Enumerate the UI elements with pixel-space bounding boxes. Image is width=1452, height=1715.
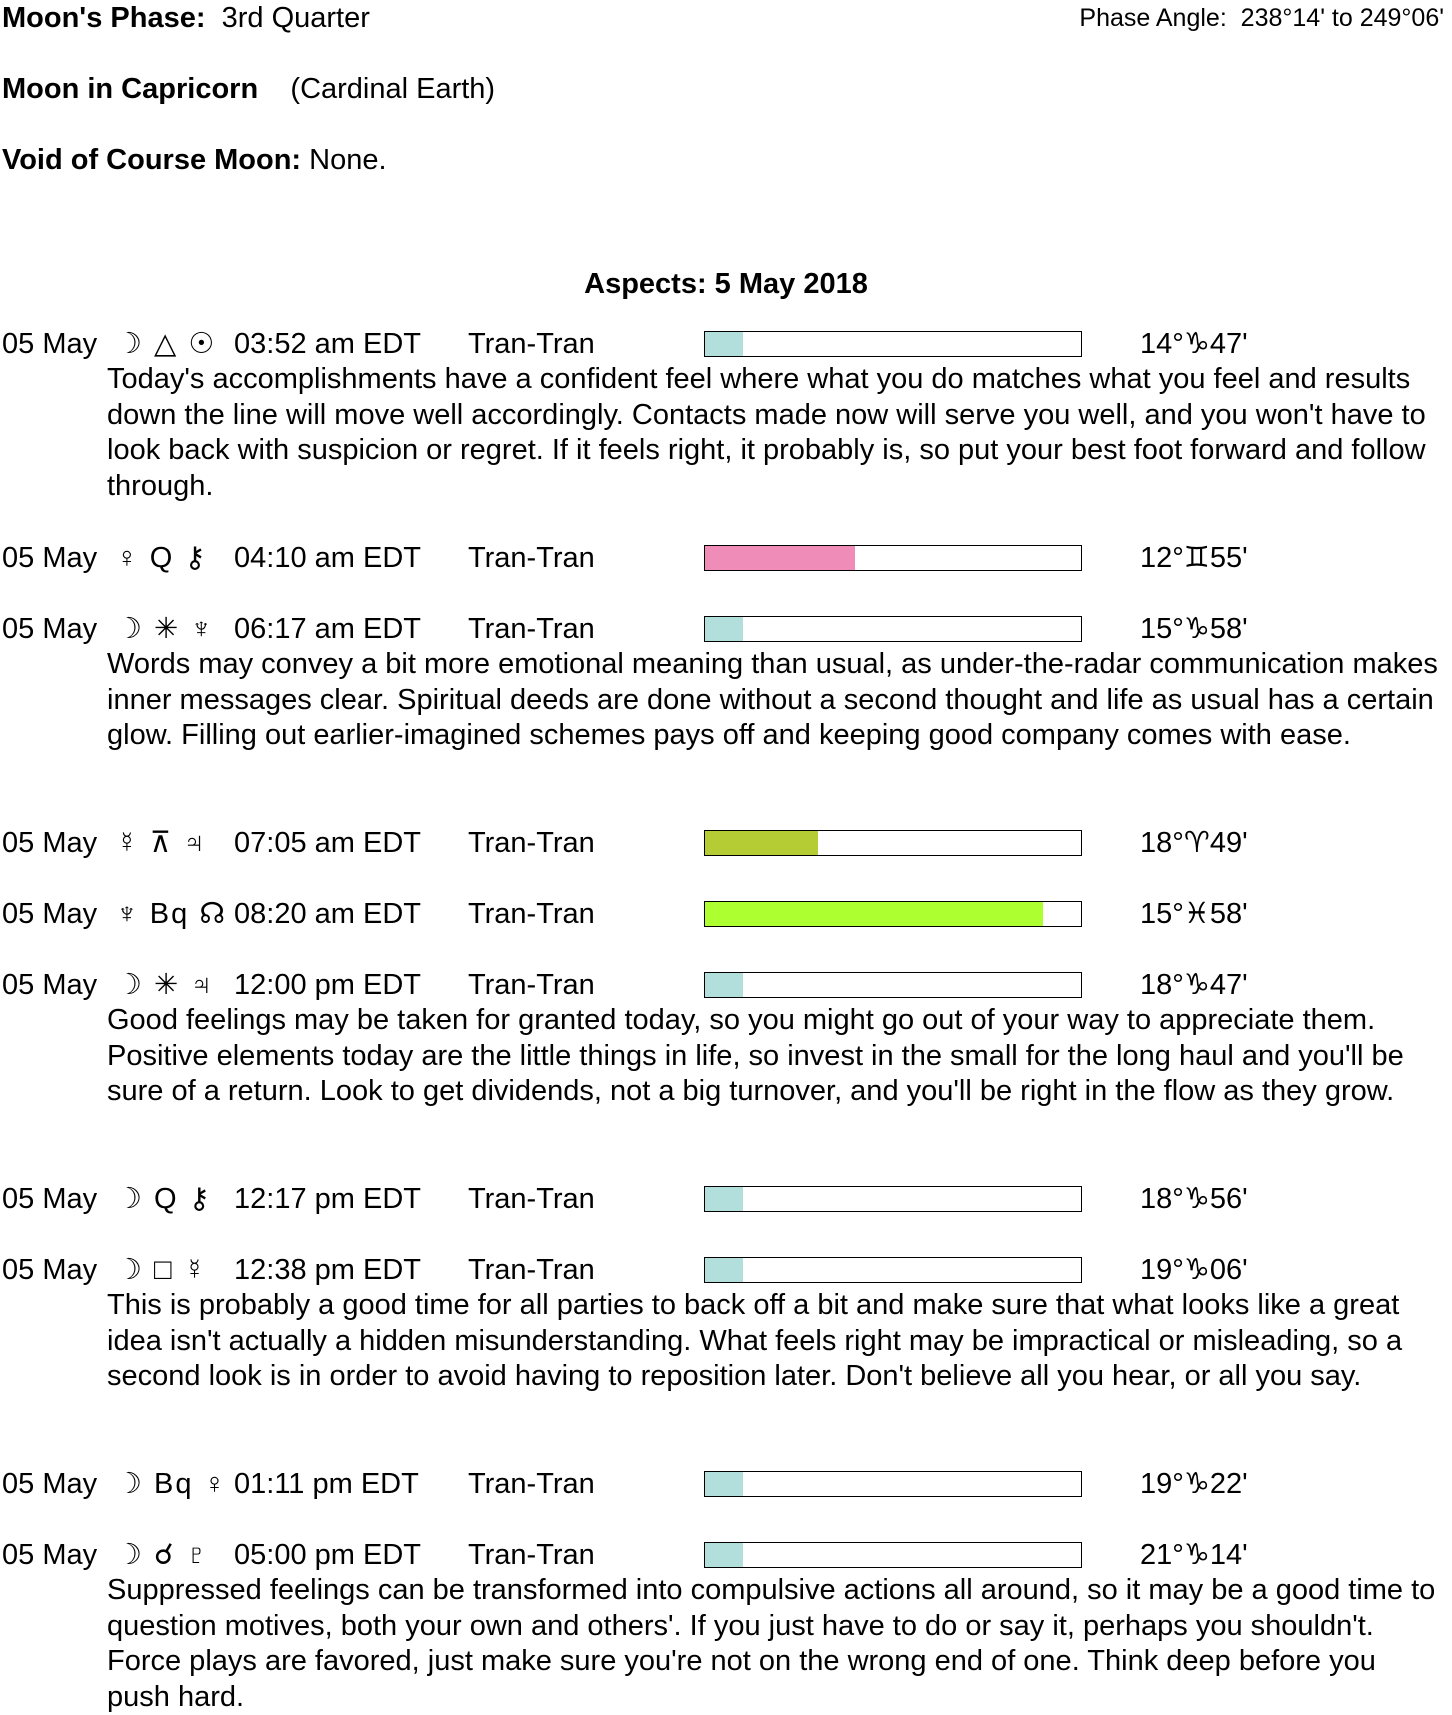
aspect-strength-bar xyxy=(704,1257,1082,1283)
aspect-entry xyxy=(0,540,1452,576)
moon-phase-label: Moon's Phase: xyxy=(2,2,206,34)
aspect-type: Tran-Tran xyxy=(468,613,595,645)
void-of-course-value: None. xyxy=(309,144,387,176)
aspect-time: 05:00 pm EDT xyxy=(234,1539,421,1571)
aspect-entry xyxy=(0,825,1452,861)
aspect-position: 15°♑58' xyxy=(1140,613,1248,645)
aspect-strength-bar xyxy=(704,545,1082,571)
moon-sign-label: Moon in Capricorn xyxy=(2,73,259,105)
aspect-row xyxy=(0,1252,1452,1288)
aspect-type: Tran-Tran xyxy=(468,542,595,574)
aspect-description: Today's accomplishments have a confident feel where what you do matches what you feel and results down the line will move well accordingly. Contacts made now will serve you well, and you won't have to look back with suspicion or regret. If it feels right, it probably is, so put your best foot forward and follow through. xyxy=(107,363,1426,502)
moon-phase-line xyxy=(2,2,370,35)
phase-angle-line xyxy=(1079,4,1444,33)
aspect-entry xyxy=(0,967,1452,1110)
void-of-course-line xyxy=(2,144,387,177)
aspect-type: Tran-Tran xyxy=(468,969,595,1001)
aspect-date: 05 May xyxy=(2,969,98,1001)
aspect-date: 05 May xyxy=(2,1183,98,1215)
aspect-glyphs: ♀ Q ⚷ xyxy=(116,542,208,574)
aspect-strength-fill xyxy=(705,1472,743,1496)
aspect-glyphs: ☿ ⊼ ♃ xyxy=(116,827,207,859)
aspect-date: 05 May xyxy=(2,613,98,645)
aspect-row xyxy=(0,611,1452,647)
aspect-time: 01:11 pm EDT xyxy=(234,1468,419,1500)
aspect-strength-fill xyxy=(705,1258,743,1282)
aspect-description: Good feelings may be taken for granted today, so you might go out of your way to appreciate them. Positive elements today are the little things in life, so invest in the small for the long haul and you'll be sure of a return. Look to get dividends, not a big turnover, and you'll be right in the flow as they grow. xyxy=(107,1004,1404,1107)
aspect-time: 12:00 pm EDT xyxy=(234,969,421,1001)
aspect-glyphs: ☽ ☌ ♇ xyxy=(116,1539,210,1571)
aspect-time: 07:05 am EDT xyxy=(234,827,421,859)
aspect-position: 18°♑56' xyxy=(1140,1183,1248,1215)
aspects-title: Aspects: 5 May 2018 xyxy=(584,268,868,300)
aspect-strength-fill xyxy=(705,1187,743,1211)
aspect-date: 05 May xyxy=(2,542,98,574)
aspect-strength-bar xyxy=(704,901,1082,927)
aspect-row xyxy=(0,540,1452,576)
aspect-strength-bar xyxy=(704,830,1082,856)
aspect-strength-fill xyxy=(705,831,818,855)
aspect-position: 12°♊55' xyxy=(1140,542,1248,574)
aspect-glyphs: ☽ △ ☉ xyxy=(116,328,217,360)
aspect-time: 03:52 am EDT xyxy=(234,328,421,360)
moon-sign-line xyxy=(2,73,495,106)
aspect-type: Tran-Tran xyxy=(468,1183,595,1215)
aspect-row xyxy=(0,326,1452,362)
aspect-position: 18°♑47' xyxy=(1140,969,1248,1001)
aspect-position: 14°♑47' xyxy=(1140,328,1248,360)
aspect-strength-fill xyxy=(705,902,1043,926)
aspect-row xyxy=(0,896,1452,932)
aspect-type: Tran-Tran xyxy=(468,898,595,930)
aspect-strength-bar xyxy=(704,1186,1082,1212)
aspect-date: 05 May xyxy=(2,1468,98,1500)
aspect-type: Tran-Tran xyxy=(468,328,595,360)
aspect-glyphs: ♆ Bq ☊ xyxy=(116,898,228,930)
aspect-time: 12:38 pm EDT xyxy=(234,1254,421,1286)
aspect-entry xyxy=(0,1466,1452,1502)
aspect-strength-fill xyxy=(705,973,743,997)
moon-phase-value: 3rd Quarter xyxy=(221,2,370,34)
aspect-type: Tran-Tran xyxy=(468,1539,595,1571)
aspect-date: 05 May xyxy=(2,1254,98,1286)
aspect-entry xyxy=(0,896,1452,932)
void-of-course-label: Void of Course Moon: xyxy=(2,144,302,176)
aspect-glyphs: ☽ □ ☿ xyxy=(116,1254,208,1286)
aspect-time: 06:17 am EDT xyxy=(234,613,421,645)
aspect-strength-bar xyxy=(704,616,1082,642)
aspect-description: This is probably a good time for all parties to back off a bit and make sure that what looks like a great idea isn't actually a hidden misunderstanding. What feels right may be impractical or misleading, so a second look is in order to avoid having to reposition later. Don't believe all you hear, or all you say. xyxy=(107,1289,1403,1392)
aspect-row xyxy=(0,967,1452,1003)
aspect-entry xyxy=(0,1252,1452,1395)
aspect-entry xyxy=(0,1181,1452,1217)
aspect-glyphs: ☽ Bq ♀ xyxy=(116,1468,228,1500)
aspect-entry xyxy=(0,326,1452,504)
aspect-date: 05 May xyxy=(2,328,98,360)
aspect-strength-bar xyxy=(704,1542,1082,1568)
aspect-glyphs: ☽ ✳ ♃ xyxy=(116,969,215,1001)
aspect-entry xyxy=(0,1537,1452,1715)
aspect-strength-bar xyxy=(704,331,1082,357)
aspect-strength-bar xyxy=(704,972,1082,998)
aspect-time: 04:10 am EDT xyxy=(234,542,421,574)
aspect-description: Words may convey a bit more emotional meaning than usual, as under-the-radar communication makes inner messages clear. Spiritual deeds are done without a second thought and life as usual has a certain glow. Filling out earlier-imagined schemes pays off and keeping good company comes with ease. xyxy=(107,648,1438,751)
aspect-position: 19°♑06' xyxy=(1140,1254,1248,1286)
aspect-entry xyxy=(0,611,1452,754)
aspect-strength-bar xyxy=(704,1471,1082,1497)
aspect-position: 19°♑22' xyxy=(1140,1468,1248,1500)
aspect-date: 05 May xyxy=(2,1539,98,1571)
aspect-strength-fill xyxy=(705,617,743,641)
aspect-row xyxy=(0,825,1452,861)
aspect-position: 21°♑14' xyxy=(1140,1539,1248,1571)
phase-angle-label: Phase Angle: xyxy=(1079,4,1227,32)
aspect-time: 08:20 am EDT xyxy=(234,898,421,930)
aspect-position: 15°♓58' xyxy=(1140,898,1248,930)
aspect-date: 05 May xyxy=(2,827,98,859)
aspect-type: Tran-Tran xyxy=(468,1254,595,1286)
phase-angle-value: 238°14' to 249°06' xyxy=(1240,4,1444,32)
aspect-strength-fill xyxy=(705,1543,743,1567)
aspect-position: 18°♈49' xyxy=(1140,827,1248,859)
aspect-time: 12:17 pm EDT xyxy=(234,1183,421,1215)
aspect-row xyxy=(0,1537,1452,1573)
aspect-description: Suppressed feelings can be transformed into compulsive actions all around, so it may be a good time to question motives, both your own and others'. If you just have to do or say it, perhaps you shouldn't. Force plays are favored, just make sure you're not on the wrong end of one. Think deep before you push hard. xyxy=(107,1574,1436,1713)
aspect-strength-fill xyxy=(705,546,855,570)
aspect-row xyxy=(0,1466,1452,1502)
aspect-strength-fill xyxy=(705,332,743,356)
aspect-glyphs: ☽ Q ⚷ xyxy=(116,1183,212,1215)
aspect-glyphs: ☽ ✳ ♆ xyxy=(116,613,215,645)
aspect-row xyxy=(0,1181,1452,1217)
aspect-type: Tran-Tran xyxy=(468,827,595,859)
aspect-date: 05 May xyxy=(2,898,98,930)
moon-sign-value: (Cardinal Earth) xyxy=(290,73,496,105)
aspect-type: Tran-Tran xyxy=(468,1468,595,1500)
